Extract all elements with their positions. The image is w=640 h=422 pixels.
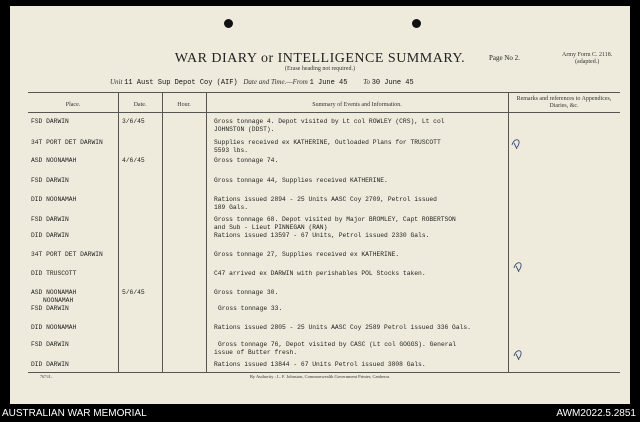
entry-summary-line: Gross tonnage 4. Depot visited by Lt col ROWLEY (CRS), Lt col: [214, 118, 445, 125]
table-header-rule: [28, 112, 620, 113]
entry-place: ASD NOONAMAH: [31, 157, 77, 164]
form-print-code: 7671/L.: [40, 374, 53, 379]
punch-hole: [224, 19, 233, 28]
entry-place: FSD DARWIN: [31, 305, 69, 312]
accession-number: AWM2022.5.2851: [556, 408, 636, 419]
date-to-label: To: [363, 78, 370, 86]
entry-summary-line: Gross tonnage 33.: [218, 305, 283, 312]
date-label: Date and Time.—From: [243, 78, 308, 86]
entry-date: 5/6/45: [122, 289, 145, 296]
entry-place: FSD DARWIN: [31, 118, 69, 125]
entry-place: ASD NOONAMAH: [31, 289, 77, 296]
entry-summary-line: Gross tonnage 44, Supplies received KATHERINE.: [214, 177, 388, 184]
entry-summary-line: Rations issued 2894 - 25 Units AASC Coy 2709, Petrol issued: [214, 196, 437, 203]
entry-place: DID DARWIN: [31, 361, 69, 368]
entry-summary-line: and Sub - Lieut PINNEGAN (RAN): [214, 224, 328, 231]
entry-summary-line: 189 Gals.: [214, 204, 249, 211]
entry-summary-line: 5593 lbs.: [214, 147, 249, 154]
tick-mark-icon: [512, 348, 524, 362]
entry-place: DID TRUSCOTT: [31, 270, 77, 277]
unit-value: 11 Aust Sup Depot Coy (AIF): [124, 79, 238, 87]
unit-line: [110, 78, 414, 87]
diary-sheet: [10, 6, 630, 404]
entry-summary-line: Gross tonnage 27, Supplies received ex KATHERINE.: [214, 251, 400, 258]
punch-hole: [412, 19, 421, 28]
diary-subtitle: (Erase heading not required.): [285, 66, 355, 72]
column-date: Date.: [133, 102, 147, 108]
form-number: Army Form C. 2118.: [562, 52, 613, 58]
diary-title: WAR DIARY or INTELLIGENCE SUMMARY.: [174, 51, 466, 66]
table-bottom-rule: [28, 372, 620, 373]
archive-caption: AUSTRALIAN WAR MEMORIAL: [2, 408, 147, 419]
entry-summary-line: Supplies received ex KATHERINE, Outloaded Plans for TRUSCOTT: [214, 139, 441, 146]
unit-label: Unit: [110, 78, 123, 86]
entry-summary-line: Rations issued 2805 - 25 Units AASC Coy 2589 Petrol issued 336 Gals.: [214, 324, 471, 331]
entry-summary-line: Gross tonnage 68. Depot visited by Major BROMLEY, Capt ROBERTSON: [214, 216, 456, 223]
printer-line: By Authority : L. F. Johnston, Commonwealth Government Printer, Canberra.: [249, 374, 391, 379]
column-hour: Hour.: [177, 102, 191, 108]
entry-date: 3/6/45: [122, 118, 145, 125]
date-from: 1 June 45: [309, 79, 348, 87]
page-number: Page No 2.: [489, 54, 520, 62]
entry-summary-line: issue of Butter fresh.: [214, 349, 298, 356]
tick-mark-icon: [512, 260, 524, 274]
entry-summary-line: Gross tonnage 30.: [214, 289, 279, 296]
entry-place: FSD DARWIN: [31, 341, 69, 348]
column-divider: [118, 92, 119, 372]
entry-place: FSD DARWIN: [31, 177, 69, 184]
entry-place: 34T PORT DET DARWIN: [31, 139, 103, 146]
entry-place: DID NOONAMAH: [31, 324, 77, 331]
entry-place: 34T PORT DET DARWIN: [31, 251, 103, 258]
form-adapted: (adapted.): [575, 59, 600, 65]
entry-summary-line: C47 arrived ex DARWIN with perishables POL Stocks taken.: [214, 270, 426, 277]
column-summary: Summary of Events and Information.: [312, 102, 402, 108]
entry-place: DID DARWIN: [31, 232, 69, 239]
entry-place: DID NOONAMAH: [31, 196, 77, 203]
entry-summary-line: Gross tonnage 76, Depot visited by CASC (Lt col GOGGS). General: [218, 341, 457, 348]
column-place: Place.: [65, 102, 81, 108]
column-divider: [508, 92, 509, 372]
entry-summary-line: Gross tonnage 74.: [214, 157, 279, 164]
form-reference: [562, 52, 612, 66]
entry-summary-line: JOHNSTON (DDST).: [214, 126, 275, 133]
column-divider: [206, 92, 207, 372]
entry-place: NOONAMAH: [43, 297, 74, 304]
date-to: 30 June 45: [371, 79, 414, 87]
entry-summary-line: Rations issued 13597 - 67 Units, Petrol issued 2330 Gals.: [214, 232, 430, 239]
entry-summary-line: Rations issued 13844 - 67 Units Petrol issued 3808 Gals.: [214, 361, 426, 368]
entry-date: 4/6/45: [122, 157, 145, 164]
column-remarks: Remarks and references to Appendices, Diaries, &c.: [516, 96, 612, 109]
column-divider: [162, 92, 163, 372]
table-top-rule: [28, 92, 620, 93]
entry-place: FSD DARWIN: [31, 216, 69, 223]
tick-mark-icon: [510, 137, 522, 151]
